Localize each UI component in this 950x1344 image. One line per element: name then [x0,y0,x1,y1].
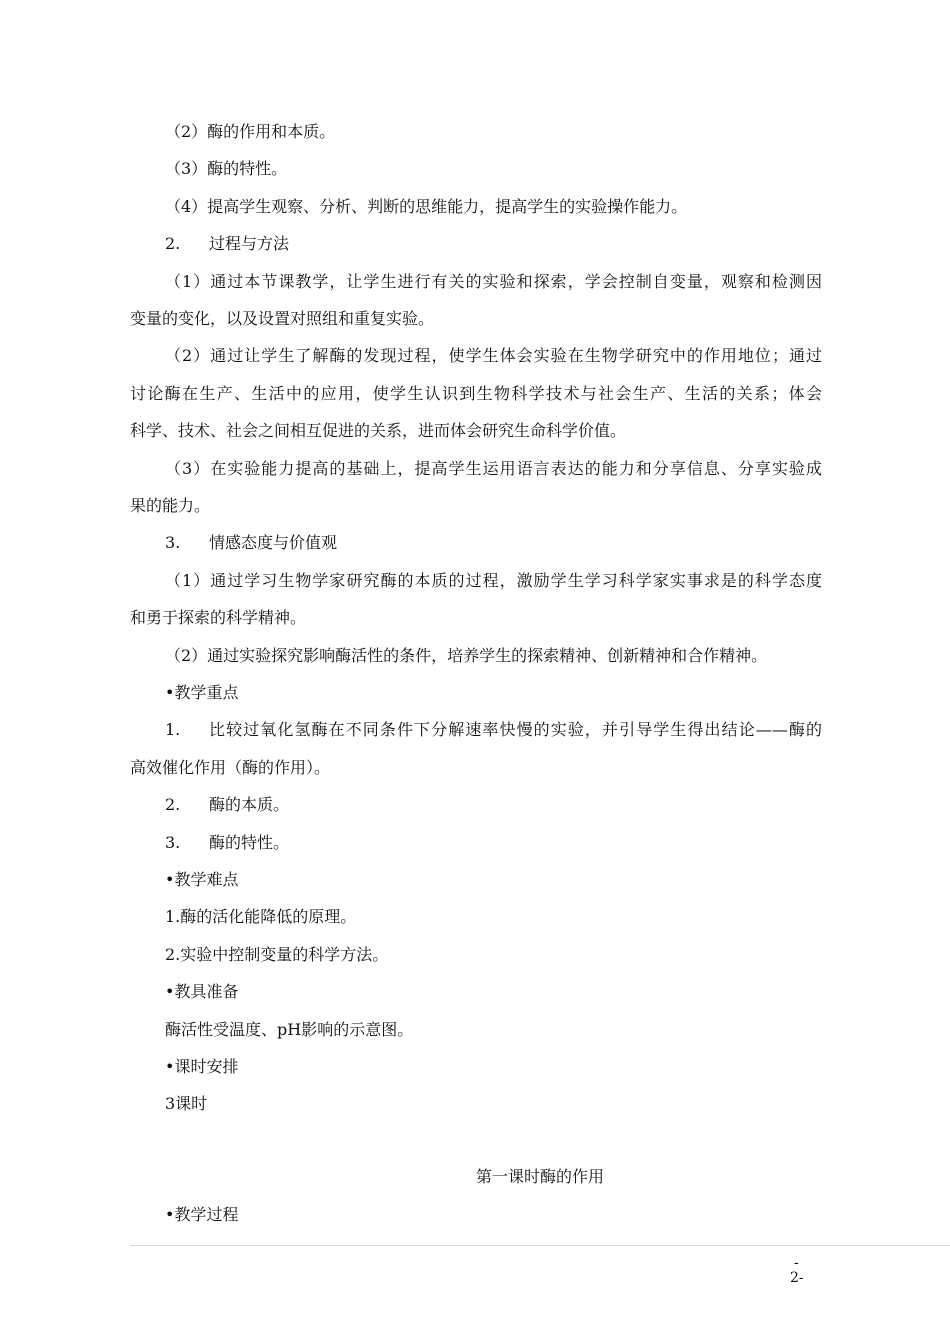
item-number: 1. [165,720,181,739]
heading-text: 情感态度与价值观 [209,533,338,552]
text-line: 变量的变化，以及设置对照组和重复实验。 [130,309,435,328]
text-line: 3课时 [165,1094,208,1113]
item-number: 3. [165,533,181,552]
item-number: 3. [165,833,181,852]
text-line: 酶活性受温度、pH影响的示意图。 [165,1020,414,1039]
text-line: 和勇于探索的科学精神。 [130,608,307,627]
text-line: （1）通过本节课教学，让学生进行有关的实验和探索，学会控制自变量，观察和检测因 [165,272,822,291]
text-line: （3）在实验能力提高的基础上，提高学生运用语言表达的能力和分享信息、分享实验成 [165,459,822,478]
item-text: 酶的本质。 [209,795,290,814]
text-line: （4）提高学生观察、分析、判断的思维能力，提高学生的实验操作能力。 [165,197,688,216]
text-line: 讨论酶在生产、生活中的应用，使学生认识到生物科学技术与社会生产、生活的关系；体会 [130,384,822,403]
numbered-item [165,795,289,815]
heading-text: 过程与方法 [209,234,290,253]
item-text: 酶的特性。 [209,833,290,852]
text-line: 科学、技术、社会之间相互促进的关系，进而体会研究生命科学价值。 [130,421,627,440]
item-number: 2. [165,234,181,253]
lesson-title: 第一课时酶的作用 [475,1167,604,1186]
section-heading: •教具准备 [165,982,239,1001]
item-number: 2. [165,795,181,814]
numbered-item [165,833,289,853]
text-line: 1.酶的活化能降低的原理。 [165,907,357,926]
numbered-heading [165,533,337,553]
page-number-dash: - [794,1255,799,1271]
text-line: （2）酶的作用和本质。 [165,122,336,141]
text-line: （2）通过让学生了解酶的发现过程，使学生体会实验在生物学研究中的作用地位；通过 [165,346,822,365]
text-line: （3）酶的特性。 [165,159,288,178]
item-text: 比较过氧化氢酶在不同条件下分解速率快慢的实验，并引导学生得出结论——酶的 [209,720,822,739]
text-line: （1）通过学习生物学家研究酶的本质的过程，激励学生学习科学家实事求是的科学态度 [165,571,822,590]
footer-divider [130,1245,950,1246]
section-heading: •教学难点 [165,870,239,889]
section-heading: •教学重点 [165,683,239,702]
section-heading: •课时安排 [165,1057,239,1076]
text-line: 果的能力。 [130,496,211,515]
text-line: 2.实验中控制变量的科学方法。 [165,945,389,964]
text-line: 高效催化作用（酶的作用）。 [130,758,331,777]
numbered-item [165,720,822,740]
text-line: （2）通过实验探究影响酶活性的条件，培养学生的探索精神、创新精神和合作精神。 [165,646,768,665]
numbered-heading [165,234,289,254]
page-number: 2- [790,1270,804,1286]
section-heading: •教学过程 [165,1205,239,1224]
